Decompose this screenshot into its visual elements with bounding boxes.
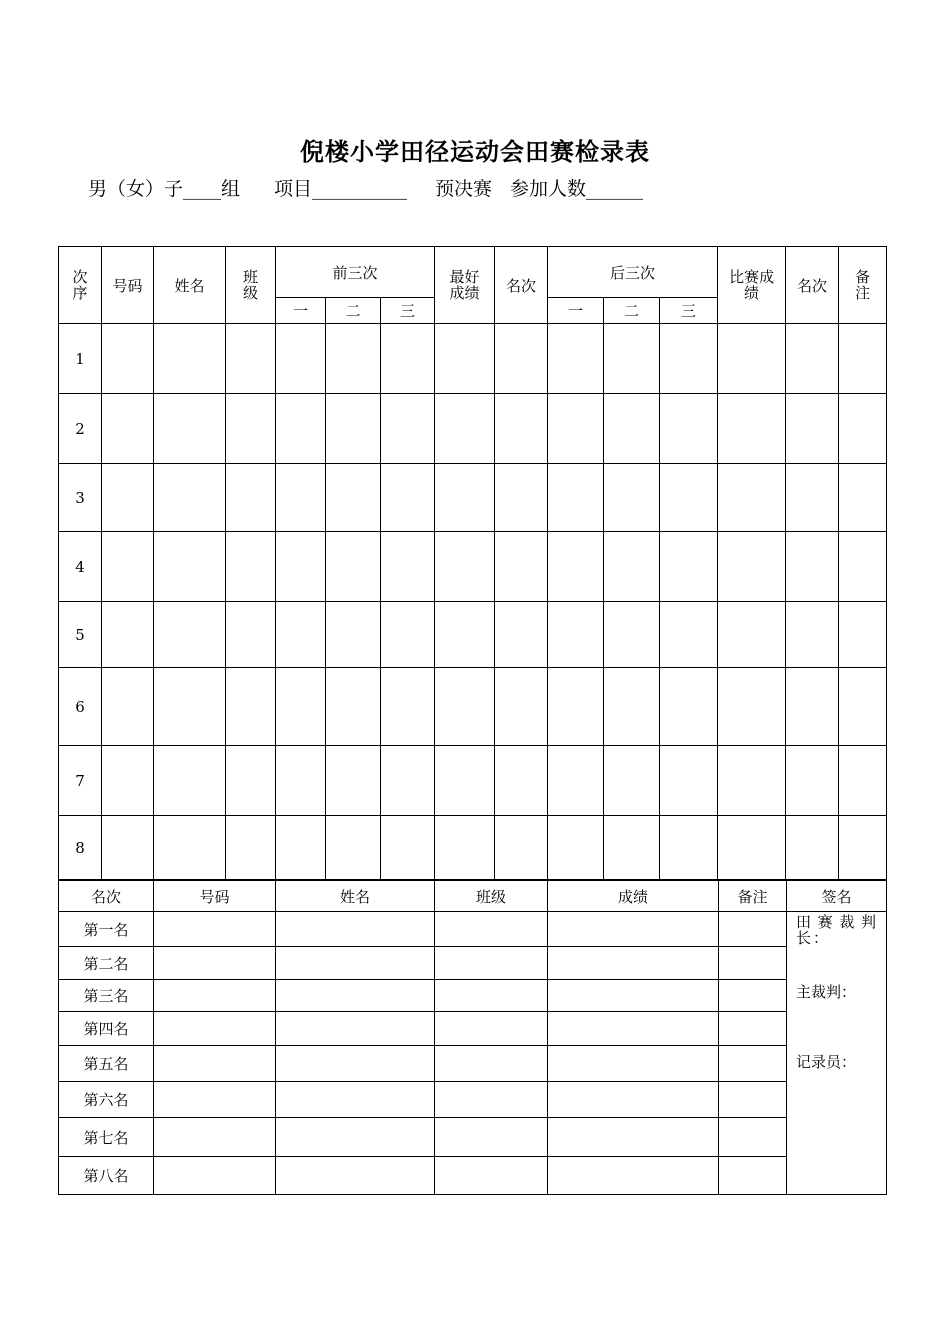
page-title: 倪楼小学田径运动会田赛检录表 — [300, 137, 650, 166]
row-seq: 3 — [59, 464, 102, 532]
row-seq: 5 — [59, 602, 102, 668]
main-judge-label: 主裁判： — [796, 983, 857, 1001]
header-first-three: 前三次 — [276, 247, 435, 298]
rank-row — [59, 1012, 887, 1046]
rank-row — [59, 980, 887, 1012]
table-row — [59, 746, 887, 816]
header-rank: 名次 — [495, 247, 548, 324]
rank-header-name: 姓名 — [276, 881, 435, 912]
rank-label: 第二名 — [59, 947, 154, 980]
rank-row — [59, 1082, 887, 1118]
rank-header-class: 班级 — [435, 881, 548, 912]
table-row — [59, 602, 887, 668]
rank-row — [59, 1118, 887, 1157]
count-field: 参加人数______ — [510, 178, 644, 200]
rank-label: 第三名 — [59, 980, 154, 1012]
rank-header-result: 成绩 — [548, 881, 719, 912]
sub-last-3: 三 — [660, 298, 718, 324]
recorder-label: 记录员： — [796, 1053, 857, 1071]
rank-label: 第一名 — [59, 912, 154, 947]
sub-first-1: 一 — [276, 298, 326, 324]
table-row — [59, 532, 887, 602]
row-seq: 6 — [59, 668, 102, 746]
rank-header-row — [59, 881, 887, 912]
table-row — [59, 464, 887, 532]
rank-row — [59, 1046, 887, 1082]
rank-header-note: 备注 — [719, 881, 787, 912]
row-seq: 8 — [59, 816, 102, 880]
sub-last-1: 一 — [548, 298, 604, 324]
row-seq: 1 — [59, 324, 102, 394]
sub-last-2: 二 — [604, 298, 660, 324]
signature-cell — [787, 912, 887, 1195]
header-class: 班级 — [226, 247, 276, 324]
group-field: 男（女）子____组 — [88, 178, 241, 200]
header-last-three: 后三次 — [548, 247, 718, 298]
rank-label: 第五名 — [59, 1046, 154, 1082]
header-name: 姓名 — [154, 247, 226, 324]
header-best: 最好成绩 — [435, 247, 495, 324]
rank-label: 第四名 — [59, 1012, 154, 1046]
row-seq: 4 — [59, 532, 102, 602]
attempts-table — [58, 246, 887, 880]
chief-judge-label: 田赛裁判长： — [796, 913, 878, 947]
header-row — [59, 247, 887, 298]
rank-header-sign: 签名 — [787, 881, 887, 912]
table-row — [59, 816, 887, 880]
row-seq: 7 — [59, 746, 102, 816]
header-seq: 次序 — [59, 247, 102, 324]
rank-label: 第六名 — [59, 1082, 154, 1118]
header-number: 号码 — [102, 247, 154, 324]
sub-first-3: 三 — [381, 298, 435, 324]
header-rank2: 名次 — [786, 247, 839, 324]
rank-label: 第八名 — [59, 1157, 154, 1195]
table-row — [59, 668, 887, 746]
rank-row — [59, 947, 887, 980]
table-row — [59, 394, 887, 464]
event-field: 项目__________ — [274, 178, 408, 200]
sub-first-2: 二 — [326, 298, 381, 324]
rank-row — [59, 912, 887, 947]
table-row — [59, 324, 887, 394]
header-result: 比赛成绩 — [718, 247, 786, 324]
ranking-table — [58, 880, 887, 1195]
header-note: 备注 — [839, 247, 887, 324]
row-seq: 2 — [59, 394, 102, 464]
rank-header-number: 号码 — [154, 881, 276, 912]
form-subtitle — [88, 174, 643, 201]
round-label: 预决赛 — [435, 178, 493, 200]
rank-row — [59, 1157, 887, 1195]
rank-label: 第七名 — [59, 1118, 154, 1157]
rank-header-rank: 名次 — [59, 881, 154, 912]
